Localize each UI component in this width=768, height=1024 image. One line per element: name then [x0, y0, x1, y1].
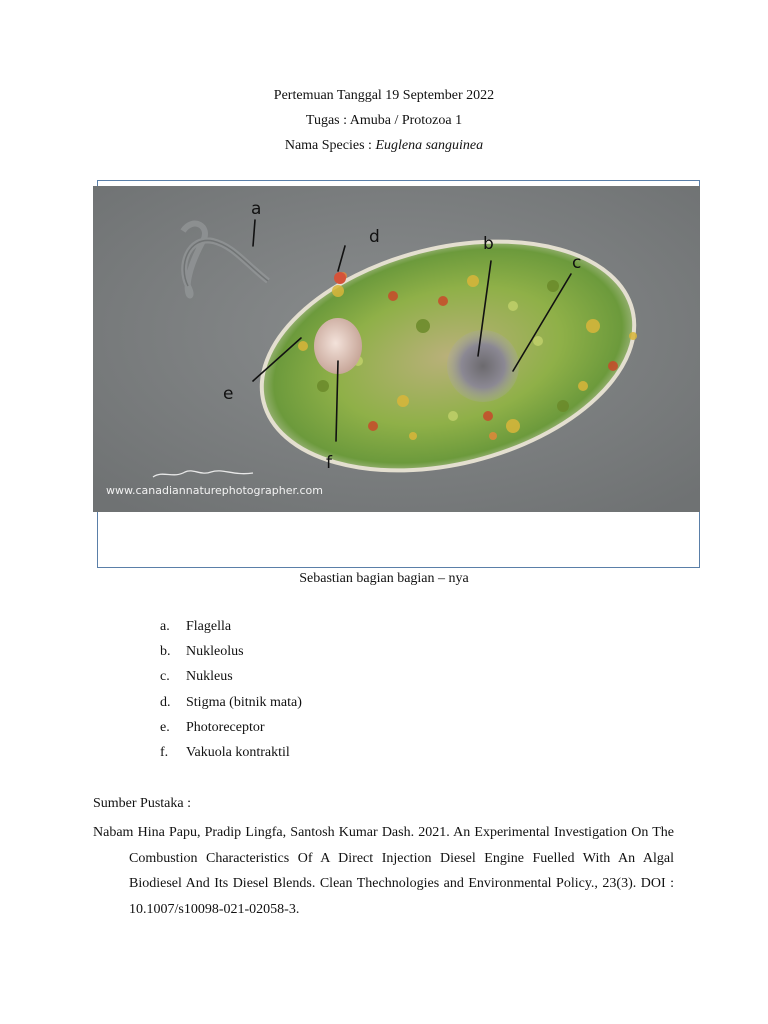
reference-entry: Nabam Hina Papu, Pradip Lingfa, Santosh Kumar Dash. 2021. An Experimental Investigation On The Combustion Characteristics Of A Direct Injection Diesel Engine Fuelled With An Algal Biodiesel And Its Diesel Blends. Clean Thechnologies and Environmental Policy., 23(3). DOI : 10.1007/s10098-021-02058-3.	[93, 825, 674, 917]
list-item-label: Nukleus	[186, 669, 233, 685]
list-item	[160, 669, 302, 694]
figure-caption: Sebastian bagian bagian – nya	[299, 571, 469, 586]
parts-list	[160, 619, 302, 770]
list-item-label: Nukleolus	[186, 644, 244, 660]
annotation-letter-c: c	[572, 253, 582, 273]
watermark-url: www.canadiannaturephotographer.com	[106, 484, 323, 497]
list-item-label: Photoreceptor	[186, 719, 265, 735]
list-item-label: Flagella	[186, 619, 232, 634]
list-item-letter: c.	[160, 669, 170, 685]
list-item	[160, 720, 302, 745]
list-item	[160, 619, 302, 644]
list-item	[160, 695, 302, 720]
meeting-date-line: Pertemuan Tanggal 19 September 2022	[273, 88, 495, 103]
euglena-micrograph	[93, 186, 700, 512]
annotation-letter-d: d	[369, 227, 380, 247]
list-item-letter: b.	[160, 644, 171, 660]
task-line: Tugas : Amuba / Protozoa 1	[305, 113, 463, 128]
list-item-label: Stigma (bitnik mata)	[186, 694, 302, 710]
species-label: Nama Species :	[284, 138, 376, 153]
list-item	[160, 644, 302, 669]
list-item-label: Vakuola kontraktil	[186, 744, 290, 760]
list-item-letter: a.	[160, 619, 170, 634]
annotation-letter-e: e	[223, 384, 234, 404]
list-item-letter: e.	[160, 719, 170, 735]
species-name: Euglena sanguinea	[375, 138, 484, 153]
species-line	[0, 138, 768, 154]
annotation-letter-f: f	[326, 453, 332, 473]
list-item-letter: f.	[160, 744, 169, 760]
annotation-letter-a: a	[251, 199, 262, 219]
list-item-letter: d.	[160, 694, 171, 710]
references-heading: Sumber Pustaka :	[93, 796, 191, 811]
list-item	[160, 745, 302, 770]
annotation-letter-b: b	[483, 234, 494, 254]
